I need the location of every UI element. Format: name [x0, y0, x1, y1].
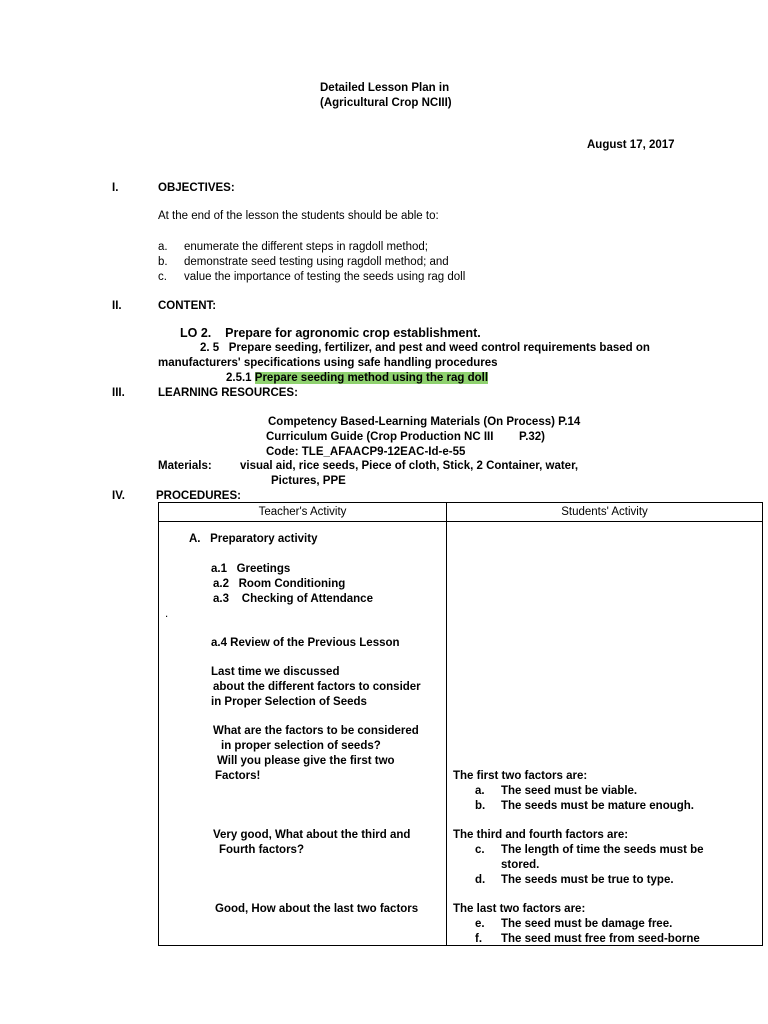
procedures-heading: PROCEDURES:	[156, 490, 241, 502]
answer-mark: d.	[475, 874, 486, 886]
teacher-activity-cell	[159, 522, 447, 946]
answer-text: The seeds must be mature enough.	[501, 800, 694, 812]
prep-heading: A. Preparatory activity	[189, 533, 318, 545]
learning-outcome: LO 2. Prepare for agronomic crop establishment.	[180, 326, 481, 340]
content-heading: CONTENT:	[158, 300, 217, 312]
answer-mark: a.	[475, 785, 485, 797]
teacher-line: Last time we discussed	[211, 666, 340, 678]
resource-line-1: Competency Based-Learning Materials (On Process) P.14	[268, 416, 581, 428]
teacher-third-question: Fourth factors?	[219, 844, 304, 856]
content-subsub	[226, 371, 488, 386]
answer-text: The seeds must be true to type.	[501, 874, 674, 886]
title-line-2: (Agricultural Crop NCIII)	[320, 97, 452, 109]
students-third-heading: The third and fourth factors are:	[453, 829, 629, 841]
students-activity-cell	[447, 522, 763, 946]
col-header-students: Students' Activity	[447, 503, 763, 522]
objective-text: value the importance of testing the seeds using rag doll	[184, 271, 466, 283]
procedures-table	[158, 502, 763, 946]
answer-mark: f.	[475, 933, 483, 945]
resource-line-3: Code: TLE_AFAACP9-12EAC-Id-e-55	[266, 446, 466, 458]
objective-item	[158, 240, 428, 255]
objective-mark: c.	[158, 271, 167, 283]
col-header-teacher: Teacher's Activity	[159, 503, 447, 522]
objectives-intro: At the end of the lesson the students should be able to:	[158, 210, 439, 222]
prep-item-greetings: a.1 Greetings	[211, 563, 291, 575]
teacher-question: What are the factors to be considered	[213, 725, 419, 737]
answer-text-continued: stored.	[501, 859, 540, 871]
students-answer	[475, 799, 694, 814]
students-first-heading: The first two factors are:	[453, 770, 588, 782]
answer-text: The length of time the seeds must be	[501, 844, 704, 856]
objective-item	[158, 270, 465, 285]
objective-mark: a.	[158, 241, 168, 253]
teacher-third-question: Very good, What about the third and	[213, 829, 411, 841]
answer-text: The seed must be damage free.	[501, 918, 673, 930]
answer-text: The seed must free from seed-borne	[501, 933, 700, 945]
content-subsub-highlight: Prepare seeding method using the rag doll	[254, 372, 489, 384]
title-line-1: Detailed Lesson Plan in	[320, 82, 450, 94]
teacher-line: about the different factors to consider	[213, 681, 421, 693]
prep-item-room: a.2 Room Conditioning	[213, 578, 346, 590]
lesson-date: August 17, 2017	[587, 139, 675, 151]
students-last-heading: The last two factors are:	[453, 903, 586, 915]
content-sub-line-2: manufacturers' specifications using safe handling procedures	[158, 357, 498, 369]
answer-mark: b.	[475, 800, 486, 812]
teacher-question: in proper selection of seeds?	[221, 740, 381, 752]
students-answer	[475, 784, 637, 799]
objective-mark: b.	[158, 256, 168, 268]
materials-line-2: Pictures, PPE	[271, 475, 346, 487]
answer-text: The seed must be viable.	[501, 785, 638, 797]
resource-line-2: Curriculum Guide (Crop Production NC III P.32)	[266, 431, 546, 443]
objectives-heading: OBJECTIVES:	[158, 182, 235, 194]
content-numeral: II.	[112, 300, 122, 312]
content-sub-line-1: 2. 5 Prepare seeding, fertilizer, and pest and weed control requirements based on	[200, 342, 650, 354]
resources-numeral: III.	[112, 387, 125, 399]
objectives-numeral: I.	[112, 182, 119, 194]
materials-label: Materials:	[158, 460, 212, 472]
objective-text: enumerate the different steps in ragdoll method;	[184, 241, 428, 253]
objective-text: demonstrate seed testing using ragdoll method; and	[184, 256, 449, 268]
teacher-last-question: Good, How about the last two factors	[215, 903, 419, 915]
resources-heading: LEARNING RESOURCES:	[158, 387, 298, 399]
teacher-question: Will you please give the first two	[217, 755, 395, 767]
answer-mark: e.	[475, 918, 485, 930]
review-heading: a.4 Review of the Previous Lesson	[211, 637, 400, 649]
procedures-numeral: IV.	[112, 490, 126, 502]
stray-dot: .	[165, 608, 169, 620]
students-answer	[475, 873, 674, 888]
students-answer	[475, 932, 700, 947]
objective-item	[158, 255, 449, 270]
students-answer	[475, 843, 704, 858]
teacher-line: in Proper Selection of Seeds	[211, 696, 367, 708]
teacher-question: Factors!	[215, 770, 261, 782]
content-subsub-number: 2.5.1	[226, 372, 252, 384]
materials-line-1: visual aid, rice seeds, Piece of cloth, Stick, 2 Container, water,	[240, 460, 579, 472]
prep-item-attendance: a.3 Checking of Attendance	[213, 593, 373, 605]
students-answer	[475, 917, 672, 932]
answer-mark: c.	[475, 844, 485, 856]
